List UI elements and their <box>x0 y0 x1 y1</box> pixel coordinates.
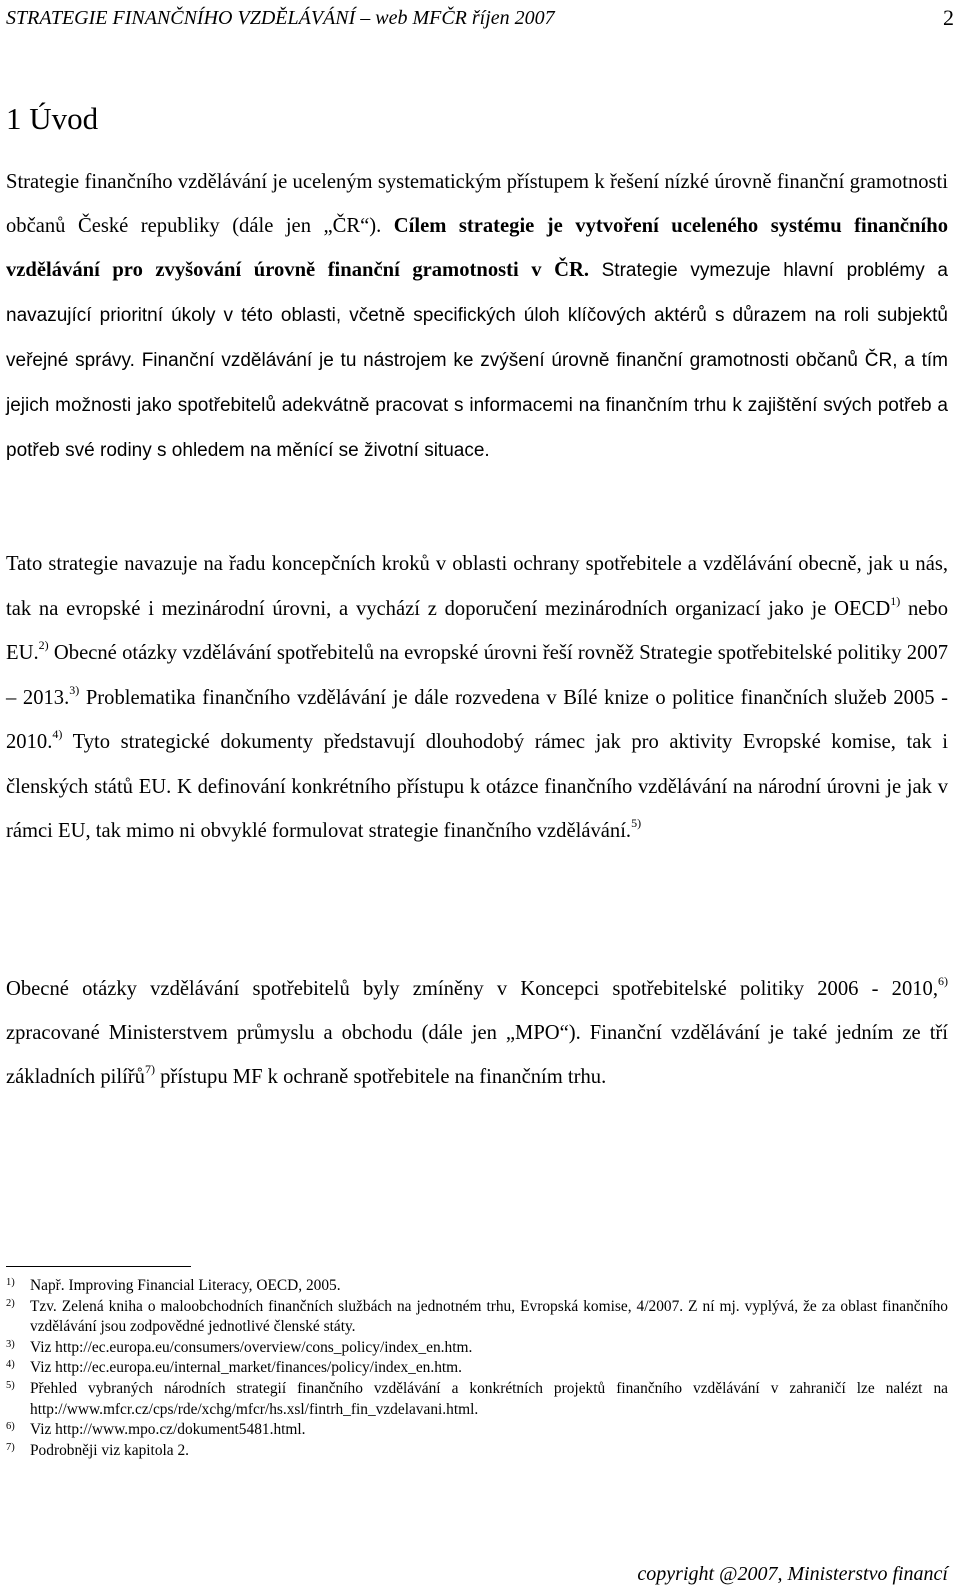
footnote-3 <box>6 1338 948 1359</box>
footnote-number: 3) <box>6 1338 15 1350</box>
page-footer: copyright @2007, Ministerstvo financí <box>637 1563 948 1585</box>
footnote-1 <box>6 1276 948 1297</box>
footnote-number: 2) <box>6 1297 15 1309</box>
paragraph-intro-text: Strategie finančního vzdělávání je uceleným systematickým přístupem k řešení nízké úrovně finanční gramotnosti občanů České republiky (dále jen „ČR“). <box>6 171 948 237</box>
footnote-7 <box>6 1441 948 1462</box>
footnote-ref-4[interactable]: 4) <box>52 727 63 741</box>
paragraph-context-text-4: Problematika finančního vzdělávání je dále rozvedena v Bílé knize o politice finančních služeb 2005 - 2010. <box>6 686 949 753</box>
page-number: 2 <box>943 5 954 30</box>
footnote-text: Viz http://ec.europa.eu/internal_market/finances/policy/index_en.htm. <box>30 1359 463 1377</box>
footnote-text: Např. Improving Financial Literacy, OECD, 2005. <box>30 1277 341 1294</box>
footnote-text: Podrobněji viz kapitola 2. <box>30 1441 190 1459</box>
header-title: STRATEGIE FINANČNÍHO VZDĚLÁVÁNÍ – web MFČR říjen 2007 <box>6 7 555 29</box>
footnote-text: Viz http://www.mpo.cz/dokument5481.html. <box>30 1421 306 1439</box>
footnote-ref-6[interactable]: 6) <box>938 974 948 988</box>
paragraph-consumer-policy <box>6 967 948 1099</box>
paragraph-context-text-1: Tato strategie navazuje na řadu koncepčních kroků v oblasti ochrany spotřebitele a vzdělávání obecně, jak u nás, tak na evropské i mezinárodní úrovni, a vychází z doporučení mezinárodních organizací jako je OECD <box>6 553 948 620</box>
footnotes <box>6 1276 948 1461</box>
footnote-number: 7) <box>6 1441 15 1453</box>
footnote-ref-5[interactable]: 5) <box>631 816 642 830</box>
footnote-5 <box>6 1379 948 1420</box>
footnote-number: 6) <box>6 1421 15 1433</box>
footnote-text: Tzv. Zelená kniha o maloobchodních finančních službách na jednotném trhu, Evropská komise, 4/2007. Z ní mj. vyplývá, že za oblast finančního vzdělávání jsou zodpovědné jednotlivé členské státy. <box>30 1297 948 1336</box>
paragraph-context-text-3: Obecné otázky vzdělávání spotřebitelů na evropské úrovni řeší rovněž Strategie spotřebitelské politiky 2007 – 2013. <box>6 642 948 709</box>
footnote-ref-2[interactable]: 2) <box>38 638 49 652</box>
footnote-4 <box>6 1358 948 1379</box>
footnote-number: 5) <box>6 1379 15 1391</box>
paragraph-intro-rest: Strategie vymezuje hlavní problémy a navazující prioritní úkoly v této oblasti, včetně specifických úloh klíčových aktérů s důrazem na roli subjektů veřejné správy. Finanční vzdělávání je tu nástrojem ke zvýšení úrovně finanční gramotnosti občanů ČR, a tím jejich možnosti jako spotřebitelů adekvátně pracovat s informacemi na finančním trhu k zajištění svých potřeb a potřeb své rodiny s ohledem na měnící se životní situace. <box>6 260 948 461</box>
paragraph-context-text-2: nebo EU. <box>6 597 948 664</box>
footnote-6 <box>6 1420 948 1441</box>
section-heading: 1 Úvod <box>6 101 99 136</box>
footnote-text: Viz http://ec.europa.eu/consumers/overview/cons_policy/index_en.htm. <box>30 1338 473 1356</box>
paragraph-consumer-text-2: zpracované Ministerstvem průmyslu a obchodu (dále jen „MPO“). Finanční vzdělávání je také jedním ze tří základních pilířů <box>6 1022 948 1088</box>
footnote-2 <box>6 1297 948 1338</box>
footnote-ref-7[interactable]: 7) <box>144 1062 155 1076</box>
footnote-divider <box>6 1266 191 1267</box>
footnote-number: 1) <box>6 1277 15 1288</box>
footnote-number: 4) <box>6 1359 15 1371</box>
paragraph-consumer-text-1: Obecné otázky vzdělávání spotřebitelů byly zmíněny v Koncepci spotřebitelské politiky 2006 - 2010, <box>6 978 938 1000</box>
footnote-text: Přehled vybraných národních strategií finančního vzdělávání a konkrétních projektů finančního vzdělávání v zahraničí lze nalézt na http://www.mfcr.cz/cps/rde/xchg/mfcr/hs.xsl/fintrh_fin_vzdelavani.html. <box>30 1379 948 1418</box>
page-header <box>6 4 954 38</box>
paragraph-context-text-5: Tyto strategické dokumenty představují dlouhodobý rámec jak pro aktivity Evropské komise, tak i členských států EU. K definování konkrétního přístupu k otázce finančního vzdělávání na národní úrovni je jak v rámci EU, tak mimo ni obvyklé formulovat strategie finančního vzdělávání. <box>6 731 948 842</box>
paragraph-consumer-text-3: přístupu MF k ochraně spotřebitele na finančním trhu. <box>154 1066 607 1088</box>
footnote-ref-1[interactable]: 1) <box>890 593 901 608</box>
paragraph-intro <box>6 160 948 473</box>
paragraph-intro-goal: Cílem strategie je vytvoření uceleného systému finančního vzdělávání pro zvyšování úrovně finanční gramotnosti v ČR. <box>6 215 948 281</box>
footnote-ref-3[interactable]: 3) <box>69 682 80 697</box>
paragraph-context <box>6 542 948 854</box>
